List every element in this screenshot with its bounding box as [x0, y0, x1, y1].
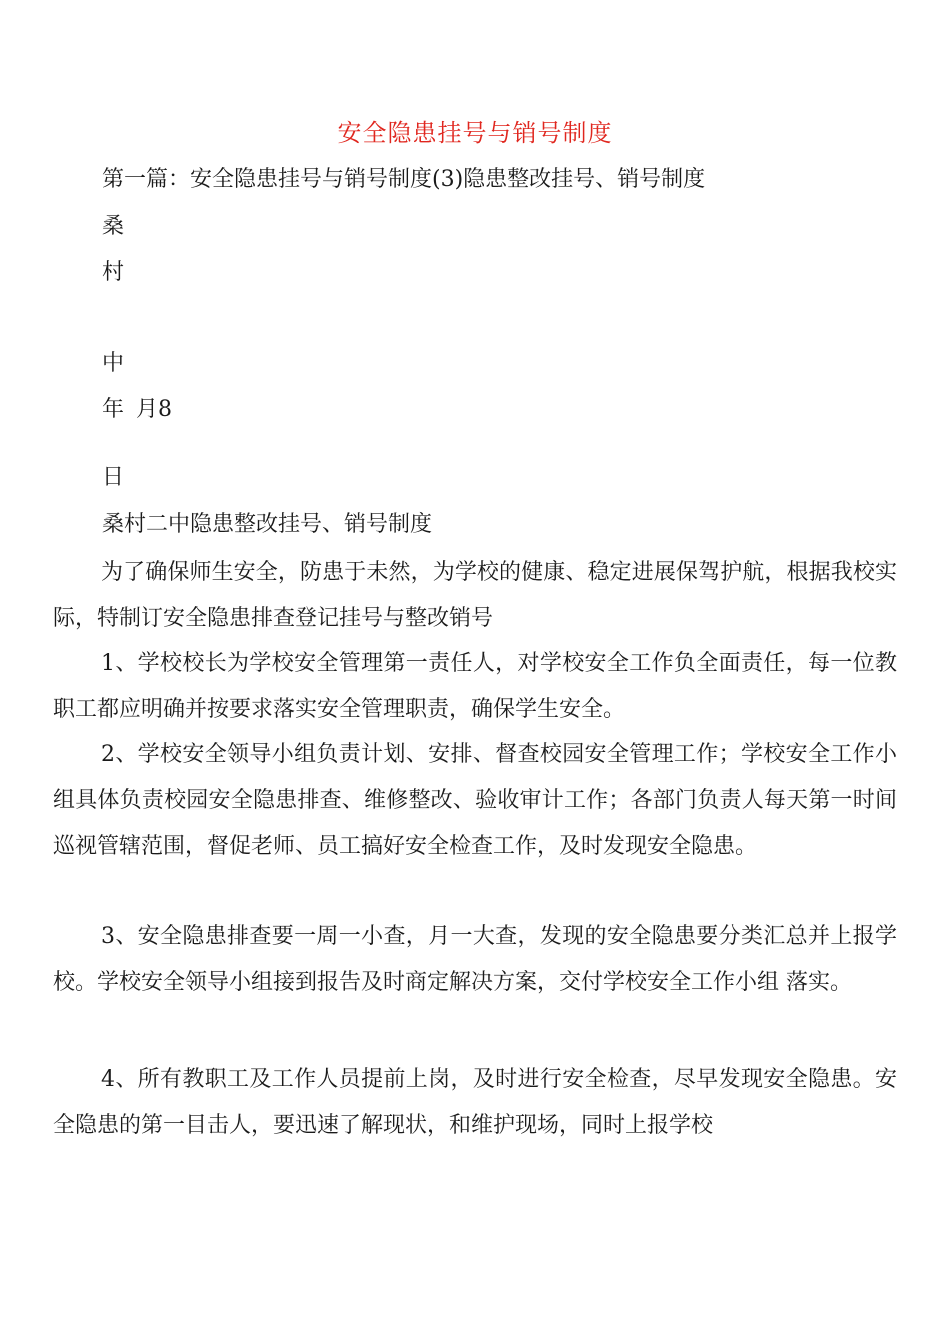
document-subtitle: 第一篇：安全隐患挂号与销号制度(3)隐患整改挂号、销号制度	[102, 167, 706, 192]
section-heading: 桑村二中隐患整改挂号、销号制度	[102, 512, 433, 537]
fragment-zhong: 中	[102, 351, 125, 376]
fragment-cun: 村	[102, 260, 125, 285]
paragraph-4: 4、所有教职工及工作人员提前上岗，及时进行安全检查，尽早发现安全隐患。安全隐患的第一目击人，要迅速了解现状，和维护现场，同时上报学校	[53, 1067, 897, 1138]
fragment-nian: 年	[102, 397, 125, 422]
paragraph-2: 2、学校安全领导小组负责计划、安排、督查校园安全管理工作；学校安全工作小组具体负责校园安全隐患排查、维修整改、验收审计工作；各部门负责人每天第一时间巡视管辖范围，督促老师、员工搞好安全检查工作，及时发现安全隐患。	[53, 742, 897, 859]
paragraph-intro: 为了确保师生安全，防患于未然，为学校的健康、稳定进展保驾护航，根据我校实际，特制订安全隐患排查登记挂号与整改销号	[53, 560, 897, 631]
fragment-ri: 日	[102, 465, 125, 490]
paragraph-1: 1、学校校长为学校安全管理第一责任人，对学校安全工作负全面责任，每一位教职工都应明确并按要求落实安全管理职责，确保学生安全。	[53, 651, 897, 722]
fragment-sang: 桑	[102, 214, 125, 239]
fragment-yue8: 月8	[136, 397, 172, 422]
document-title: 安全隐患挂号与销号制度	[337, 119, 613, 147]
paragraph-3: 3、安全隐患排查要一周一小查，月一大查，发现的安全隐患要分类汇总并上报学校。学校安全领导小组接到报告及时商定解决方案，交付学校安全工作小组 落实。	[53, 924, 897, 995]
